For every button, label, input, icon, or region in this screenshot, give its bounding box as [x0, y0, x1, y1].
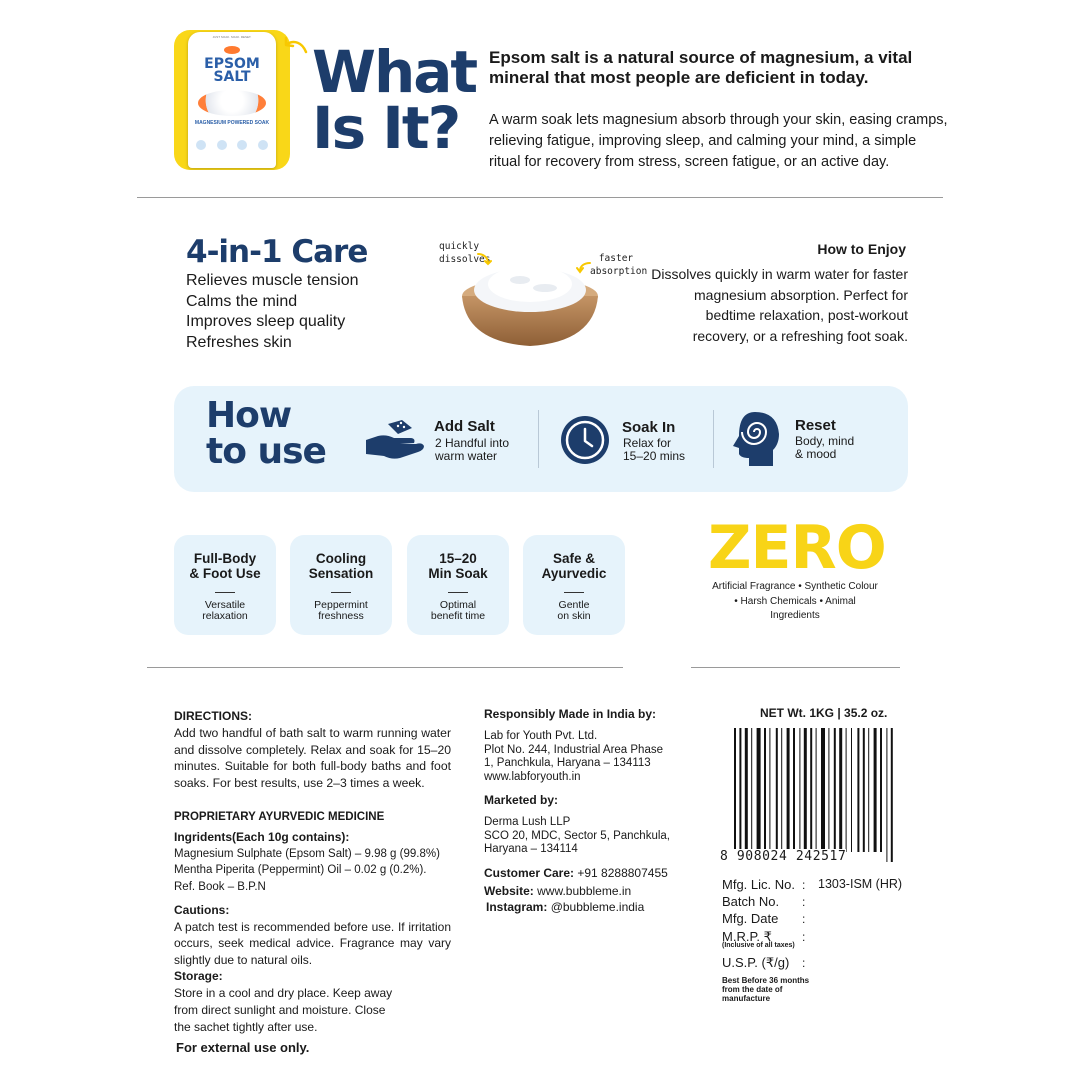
- feature-desc: Optimal benefit time: [430, 599, 486, 622]
- feature-card: [523, 535, 625, 635]
- storage-heading: Storage:: [174, 969, 223, 983]
- barcode-bar: [821, 728, 825, 852]
- mrp-note: (Inclusive of all taxes): [722, 942, 795, 949]
- what-is-it-title: What Is It?: [312, 38, 477, 162]
- barcode-bar: [739, 728, 741, 862]
- step-title-add-salt: Add Salt: [434, 418, 495, 435]
- zero-title: ZERO: [708, 513, 886, 583]
- curved-arrow-icon: [282, 34, 310, 58]
- barcode-bar: [863, 728, 865, 852]
- best-before: Best Before 36 months from the date of manufacture: [722, 976, 810, 1003]
- care-item: Calms the mind: [186, 292, 298, 310]
- barcode-bar: [828, 728, 829, 852]
- pack-brand-logo: [224, 46, 240, 54]
- head-spiral-icon: [729, 410, 781, 468]
- clock-icon: [559, 414, 611, 466]
- customer-care: Customer Care: +91 8288807455: [484, 866, 668, 880]
- ingredients-list: Magnesium Sulphate (Epsom Salt) – 9.98 g (99.8%) Mentha Piperita (Peppermint) Oil – 0.02 g (0.2%).: [174, 848, 440, 876]
- barcode-bar: [804, 728, 807, 852]
- barcode-bar: [886, 728, 887, 862]
- feature-title: Safe & Ayurvedic: [541, 551, 607, 581]
- marketer-address: Derma Lush LLP SCO 20, MDC, Sector 5, Panchkula, Haryana – 134114: [484, 816, 670, 856]
- barcode-bar: [857, 728, 859, 852]
- care-list: [186, 271, 359, 353]
- step-desc: 2 Handful into warm water: [435, 436, 510, 463]
- step-desc: Body, mind & mood: [795, 434, 855, 461]
- care-item: Relieves muscle tension: [186, 272, 359, 289]
- hero-body: A warm soak lets magnesium absorb through your skin, easing cramps, relieving fatigue, improving sleep, and calming your mind, a simple ritual for recovery from stress, screen fatigue, or an active day.: [489, 112, 948, 170]
- feature-title: Cooling Sensation: [308, 551, 374, 581]
- feature-card: [174, 535, 276, 635]
- divider: [691, 667, 900, 668]
- directions-heading: DIRECTIONS:: [174, 709, 252, 723]
- barcode-bar: [793, 728, 795, 852]
- barcode-number: 8 908024 242517: [720, 849, 847, 864]
- feature-title: 15–20 Min Soak: [428, 551, 488, 581]
- pack-title: EPSOM SALT: [204, 56, 260, 85]
- faster-absorption-label: faster absorption: [590, 253, 648, 277]
- feature-card: [407, 535, 509, 635]
- colon: :: [802, 878, 806, 892]
- care-item: Improves sleep quality: [186, 313, 346, 330]
- barcode-bar: [751, 728, 752, 852]
- barcode-bar: [810, 728, 812, 852]
- made-by-heading: Responsibly Made in India by:: [484, 707, 657, 721]
- colon: :: [802, 895, 806, 909]
- manufacturer-address: Lab for Youth Pvt. Ltd. Plot No. 244, Industrial Area Phase 1, Panchkula, Haryana – 134113 www.labforyouth.in: [484, 730, 663, 784]
- feature-desc: Versatile relaxation: [202, 599, 248, 622]
- barcode-bar: [891, 728, 893, 862]
- ingredients-heading: Ingridents(Each 10g contains):: [174, 830, 350, 844]
- pack-top-text: JUST SOAK. SOAK. RESET.: [212, 35, 252, 39]
- feature-title: Full-Body & Foot Use: [189, 551, 261, 581]
- divider: [538, 410, 539, 468]
- marketed-by-heading: Marketed by:: [484, 793, 559, 807]
- feature-card: [290, 535, 392, 635]
- barcode-bar: [799, 728, 800, 852]
- how-to-enjoy-body: Dissolves quickly in warm water for faster magnesium absorption. Perfect for bedtime relaxation, post-workout recovery, or a refreshing foot soak.: [651, 266, 908, 344]
- care-title: 4-in-1 Care: [186, 234, 368, 270]
- barcode-bar: [764, 728, 766, 852]
- divider: [564, 592, 584, 593]
- hand-salt-icon: [364, 418, 426, 462]
- barcode-bar: [769, 728, 770, 852]
- net-weight: NET Wt. 1KG | 35.2 oz.: [760, 706, 888, 720]
- barcode-bar: [851, 728, 852, 852]
- divider: [147, 667, 623, 668]
- batch-label: Batch No.: [722, 894, 780, 909]
- divider: [448, 592, 468, 593]
- zero-description: Artificial Fragrance • Synthetic Colour • Harsh Chemicals • Animal Ingredients: [712, 581, 878, 621]
- divider: [331, 592, 351, 593]
- barcode-bar: [874, 728, 877, 852]
- barcode-bar: [880, 728, 882, 852]
- product-pack-image: [174, 30, 290, 170]
- barcode-bar: [757, 728, 761, 852]
- divider: [713, 410, 714, 468]
- barcode-bar: [734, 728, 736, 862]
- care-item: Refreshes skin: [186, 333, 292, 351]
- reference-book: Ref. Book – B.P.N: [174, 881, 266, 893]
- quickly-dissolves-label: quickly dissolves: [439, 241, 491, 265]
- mfg-lic-value: 1303-ISM (HR): [818, 877, 903, 891]
- usp-label: U.S.P. (₹/g): [722, 955, 790, 970]
- how-to-enjoy-title: How to Enjoy: [817, 241, 906, 257]
- pack-pouch: [188, 32, 276, 168]
- step-title-reset: Reset: [795, 417, 836, 434]
- barcode-bar: [776, 728, 778, 852]
- hero-lead: Epsom salt is a natural source of magnesium, a vital mineral that most people are deficient in today.: [489, 48, 913, 87]
- pack-icons: [196, 140, 268, 150]
- divider: [137, 197, 943, 198]
- barcode-bar: [846, 728, 847, 852]
- salt-bowl-image: [460, 250, 600, 350]
- mrp-label: M.R.P. ₹: [722, 929, 772, 944]
- medicine-heading: PROPRIETARY AYURVEDIC MEDICINE: [174, 811, 385, 823]
- colon: :: [802, 912, 806, 926]
- barcode-icon: [730, 728, 900, 862]
- pack-subtitle: MAGNESIUM POWERED SOAK: [194, 120, 270, 126]
- directions-body: Add two handful of bath salt to warm running water and dissolve completely. Relax and soak for 15–20 minutes. Suitable for both full-body baths and foot soaks. For best results, use 2–3 times a week.: [174, 726, 451, 790]
- barcode-bar: [816, 728, 817, 862]
- feature-desc: Gentle on skin: [557, 599, 591, 622]
- barcode-bar: [787, 728, 790, 852]
- storage-body: Store in a cool and dry place. Keep away from direct sunlight and moisture. Close the sachet tightly after use.: [174, 986, 393, 1034]
- instagram: Instagram: @bubbleme.india: [486, 900, 645, 914]
- mfg-date-label: Mfg. Date: [722, 911, 779, 926]
- external-use-note: For external use only.: [176, 1040, 310, 1055]
- cautions-body: A patch test is recommended before use. If irritation occurs, seek medical advice. Fragrance may vary slightly due to natural oils.: [174, 920, 451, 967]
- barcode-bar: [745, 728, 748, 852]
- feature-desc: Peppermint freshness: [314, 599, 368, 622]
- colon: :: [802, 930, 806, 944]
- how-to-use-title: How to use: [206, 395, 326, 472]
- cautions-heading: Cautions:: [174, 903, 230, 917]
- step-title-soak-in: Soak In: [622, 419, 676, 436]
- barcode-bar: [868, 728, 869, 852]
- colon: :: [802, 956, 806, 970]
- barcode-bar: [781, 728, 782, 852]
- mfg-lic-label: Mfg. Lic. No.: [722, 877, 795, 892]
- website: Website: www.bubbleme.in: [484, 884, 632, 898]
- step-desc: Relax for 15–20 mins: [623, 436, 686, 463]
- barcode-bar: [839, 728, 842, 852]
- barcode-bar: [834, 728, 836, 852]
- divider: [215, 592, 235, 593]
- pack-salt-bowl: [198, 90, 266, 116]
